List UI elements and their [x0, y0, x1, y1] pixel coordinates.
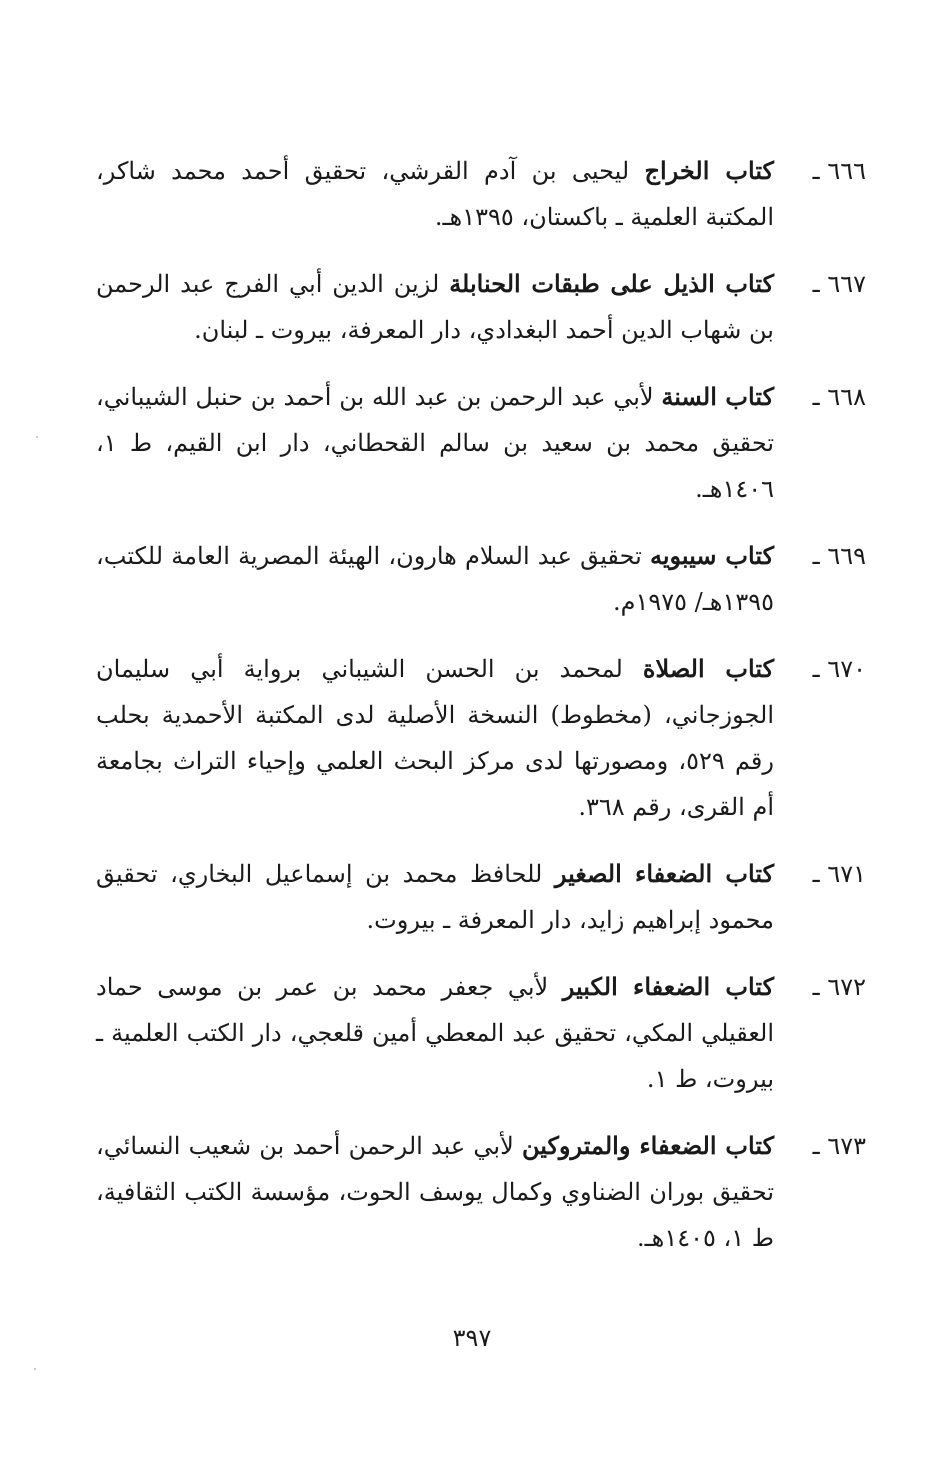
entry-text: لأبي عبد الرحمن أحمد بن شعيب النسائي، تحقيق بوران الضناوي وكمال يوسف الحوت، مؤسسة الكتب الثقافية، ط ١، ١٤٠٥هـ. [96, 1132, 774, 1252]
entry-number: ٦٧١ ـ [812, 860, 866, 888]
scan-speck [34, 1368, 36, 1370]
scan-speck [36, 436, 38, 438]
bibliography-entry-666 [96, 148, 866, 240]
entry-text: لمحمد بن الحسن الشيباني برواية أبي سليمان الجوزجاني، (مخطوط) النسخة الأصلية لدى المكتبة الأحمدية بحلب رقم ٥٢٩، ومصورتها لدى مركز البحث العلمي وإحياء التراث بجامعة أم القرى، رقم ٣٦٨. [96, 655, 774, 821]
entry-text: لأبي عبد الرحمن بن عبد الله بن أحمد بن حنبل الشيباني، تحقيق محمد بن سعيد بن سالم القحطاني، دار ابن القيم، ط ١، ١٤٠٦هـ. [96, 383, 774, 503]
entry-number: ٦٧٢ ـ [812, 973, 866, 1001]
entry-number: ٦٦٦ ـ [812, 157, 866, 185]
entry-title: كتاب الضعفاء الكبير [562, 972, 774, 1001]
entry-title: كتاب الذيل على طبقات الحنابلة [449, 269, 775, 298]
bibliography-entry-668 [96, 374, 866, 512]
entry-title: كتاب الصلاة [642, 654, 774, 683]
entry-text: تحقيق عبد السلام هارون، الهيئة المصرية العامة للكتب، ١٣٩٥هـ/ ١٩٧٥م. [96, 542, 774, 616]
entry-title: كتاب الخراج [644, 156, 774, 185]
entry-number: ٦٧٣ ـ [812, 1132, 866, 1160]
entry-text: لزين الدين أبي الفرج عبد الرحمن بن شهاب الدين أحمد البغدادي، دار المعرفة، بيروت ـ لبنان. [96, 270, 774, 344]
bibliography-entry-669 [96, 533, 866, 625]
entry-title: كتاب السنة [661, 382, 774, 411]
bibliography-entry-670 [96, 646, 866, 830]
bibliography-list [96, 148, 866, 1282]
entry-text: لأبي جعفر محمد بن عمر بن موسى حماد العقيلي المكي، تحقيق عبد المعطي أمين قلعجي، دار الكتب العلمية ـ بيروت، ط ١. [96, 973, 774, 1093]
entry-title: كتاب الضعفاء الصغير [554, 859, 775, 888]
bibliography-entry-671 [96, 851, 866, 943]
entry-number: ٦٦٩ ـ [812, 542, 866, 570]
entry-number: ٦٧٠ ـ [812, 655, 866, 683]
bibliography-entry-673 [96, 1123, 866, 1261]
entry-number: ٦٦٧ ـ [812, 270, 866, 298]
bibliography-entry-667 [96, 261, 866, 353]
entry-title: كتاب سيبويه [649, 541, 774, 570]
entry-text: ليحيى بن آدم القرشي، تحقيق أحمد محمد شاكر، المكتبة العلمية ـ باكستان، ١٣٩٥هـ. [96, 157, 774, 231]
entry-title: كتاب الضعفاء والمتروكين [521, 1131, 774, 1160]
bibliography-entry-672 [96, 964, 866, 1102]
entry-number: ٦٦٨ ـ [812, 383, 866, 411]
page-number: ٣٩٧ [452, 1324, 492, 1352]
entry-text: للحافظ محمد بن إسماعيل البخاري، تحقيق محمود إبراهيم زايد، دار المعرفة ـ بيروت. [96, 860, 774, 934]
